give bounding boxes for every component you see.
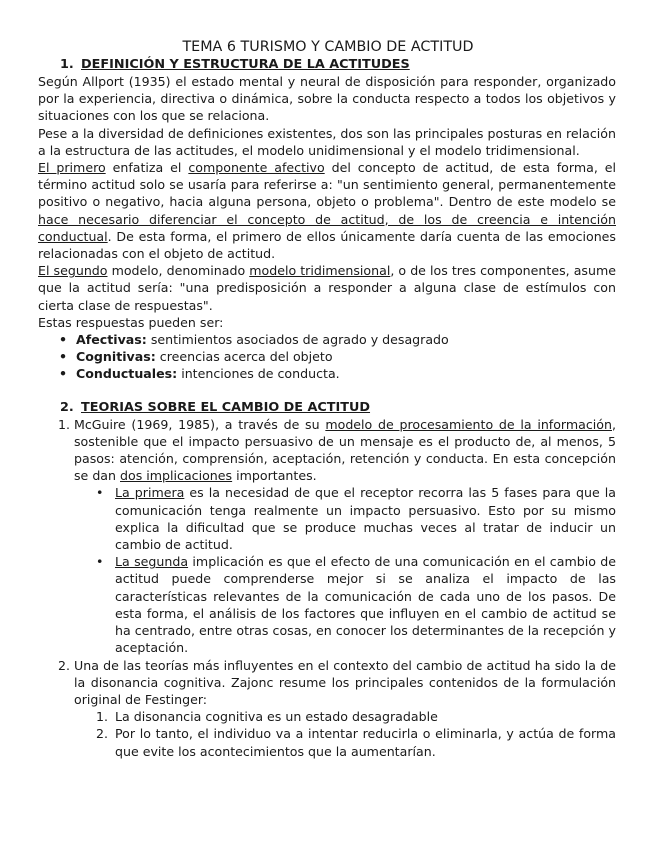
- section-1-number: 1.: [60, 57, 74, 72]
- section-2-number: 2.: [60, 399, 74, 415]
- tridimensional-model-paragraph: El segundo modelo, denominado modelo tridimensional, o de los tres componentes, asume que la actitud sería: "una predisposición a responder a alguna clase de estímulos con cierta clase de respuestas".: [38, 263, 616, 313]
- responses-list: [38, 331, 616, 383]
- link-modelo-procesamiento: modelo de procesamiento de la información: [325, 416, 612, 432]
- section-spacer: [38, 383, 616, 399]
- theories-list: [38, 416, 616, 760]
- list-item: • Conductuales: intenciones de conducta.: [38, 365, 616, 382]
- link-el-primero: El primero: [38, 160, 106, 176]
- responses-intro: Estas respuestas pueden ser:: [38, 314, 224, 330]
- implications-list: [74, 484, 616, 656]
- list-item-disonancia: 2. Una de las teorías más influyentes en el contexto del cambio de actitud ha sido la de la disonancia cognitiva. Zajonc resume los principales contenidos de la formulación original de Festinger: 1. La disonancia cognitiva es un estado desagradable 2. Por lo tanto, el individuo va a intentar reducirla o eliminarla, y actúa de forma que evite los acontecimientos que la aumentarían.: [58, 657, 616, 759]
- list-item: • Cognitivas: creencias acerca del objeto: [38, 348, 616, 365]
- list-item: • La primera es la necesidad de que el receptor recorra las 5 fases para que la comunicación tenga realmente un impacto persuasivo. Esto por su mismo explica la dificultad que se produce muchas veces al tratar de inducir un cambio de actitud.: [74, 484, 616, 553]
- link-dos-implicaciones: dos implicaciones: [120, 468, 233, 484]
- section-2-heading: [60, 399, 616, 416]
- section-1-heading-text: DEFINICIÓN Y ESTRUCTURA DE LA ACTITUDES: [81, 57, 410, 72]
- section-1-heading: [60, 56, 616, 73]
- list-item: • La segunda implicación es que el efecto de una comunicación en el cambio de actitud puede comprenderse mejor si se analiza el impacto de las características relevantes de la comunicación de cada uno de los pasos. De esta forma, el análisis de los factores que influyen en el cambio de actitud se ha centrado, entre otras cosas, en conocer los determinantes de la recepción y aceptación.: [74, 553, 616, 656]
- list-item: • Afectivas: sentimientos asociados de agrado y desagrado: [38, 331, 616, 348]
- section-2-heading-text: TEORIAS SOBRE EL CAMBIO DE ACTITUD: [81, 399, 371, 415]
- list-item: 2. Por lo tanto, el individuo va a intentar reducirla o eliminarla, y actúa de forma que evite los acontecimientos que la aumentarían.: [96, 726, 616, 759]
- list-item: 1. La disonancia cognitiva es un estado desagradable: [96, 709, 438, 725]
- festinger-points-list: [74, 708, 616, 760]
- document-title: TEMA 6 TURISMO Y CAMBIO DE ACTITUD: [182, 39, 474, 55]
- link-componente-afectivo: componente afectivo: [188, 160, 325, 176]
- list-item-mcguire: 1. McGuire (1969, 1985), a través de su modelo de procesamiento de la información, sostenible que el impacto persuasivo de un mensaje es el producto de, al menos, 5 pasos: atención, comprensión, aceptación, retención y conducta. En esta concepción se dan dos implicaciones importantes. • La primera es la necesidad de que el receptor recorra las 5 fases para que la comunicación tenga realmente un impacto persuasivo. Esto por su mismo explica la dificultad que se produce muchas veces al tratar de inducir un cambio de actitud. • La segunda implicación es que el efecto de una comunicación en el cambio de actitud puede comprenderse mejor si se analiza el impacto de las características relevantes de la comunicación de cada uno de los pasos. De esta forma, el análisis de los factores que influyen en el cambio de actitud se ha centrado, entre otras cosas, en conocer los determinantes de la recepción y aceptación.: [38, 416, 616, 657]
- allport-definition-paragraph: Según Allport (1935) el estado mental y neural de disposición para responder, organizado por la experiencia, directiva o dinámica, sobre la conducta respecto a todos los objetivos y situaciones con los que se relaciona.: [38, 74, 616, 124]
- unidimensional-model-paragraph: El primero enfatiza el componente afectivo del concepto de actitud, de esta forma, el término actitud solo se usaría para referirse a: "un sentimiento general, permanentemente positivo o negativo, hacia alguna persona, objeto o problema". Dentro de este modelo se hace necesario diferenciar el concepto de actitud, de los de creencia e intención conductual. De esta forma, el primero de ellos únicamente daría cuenta de las emociones relacionadas con el objeto de actitud.: [38, 160, 616, 262]
- link-diferenciar-concepto: hace necesario diferenciar el concepto de actitud, de los de creencia e intención conductual: [38, 211, 616, 244]
- document-page: [38, 38, 616, 760]
- models-intro-paragraph: Pese a la diversidad de definiciones existentes, dos son las principales posturas en relación a la estructura de las actitudes, el modelo unidimensional y el modelo tridimensional.: [38, 125, 616, 158]
- link-modelo-tridimensional: modelo tridimensional: [249, 263, 391, 279]
- link-el-segundo: El segundo: [38, 263, 108, 279]
